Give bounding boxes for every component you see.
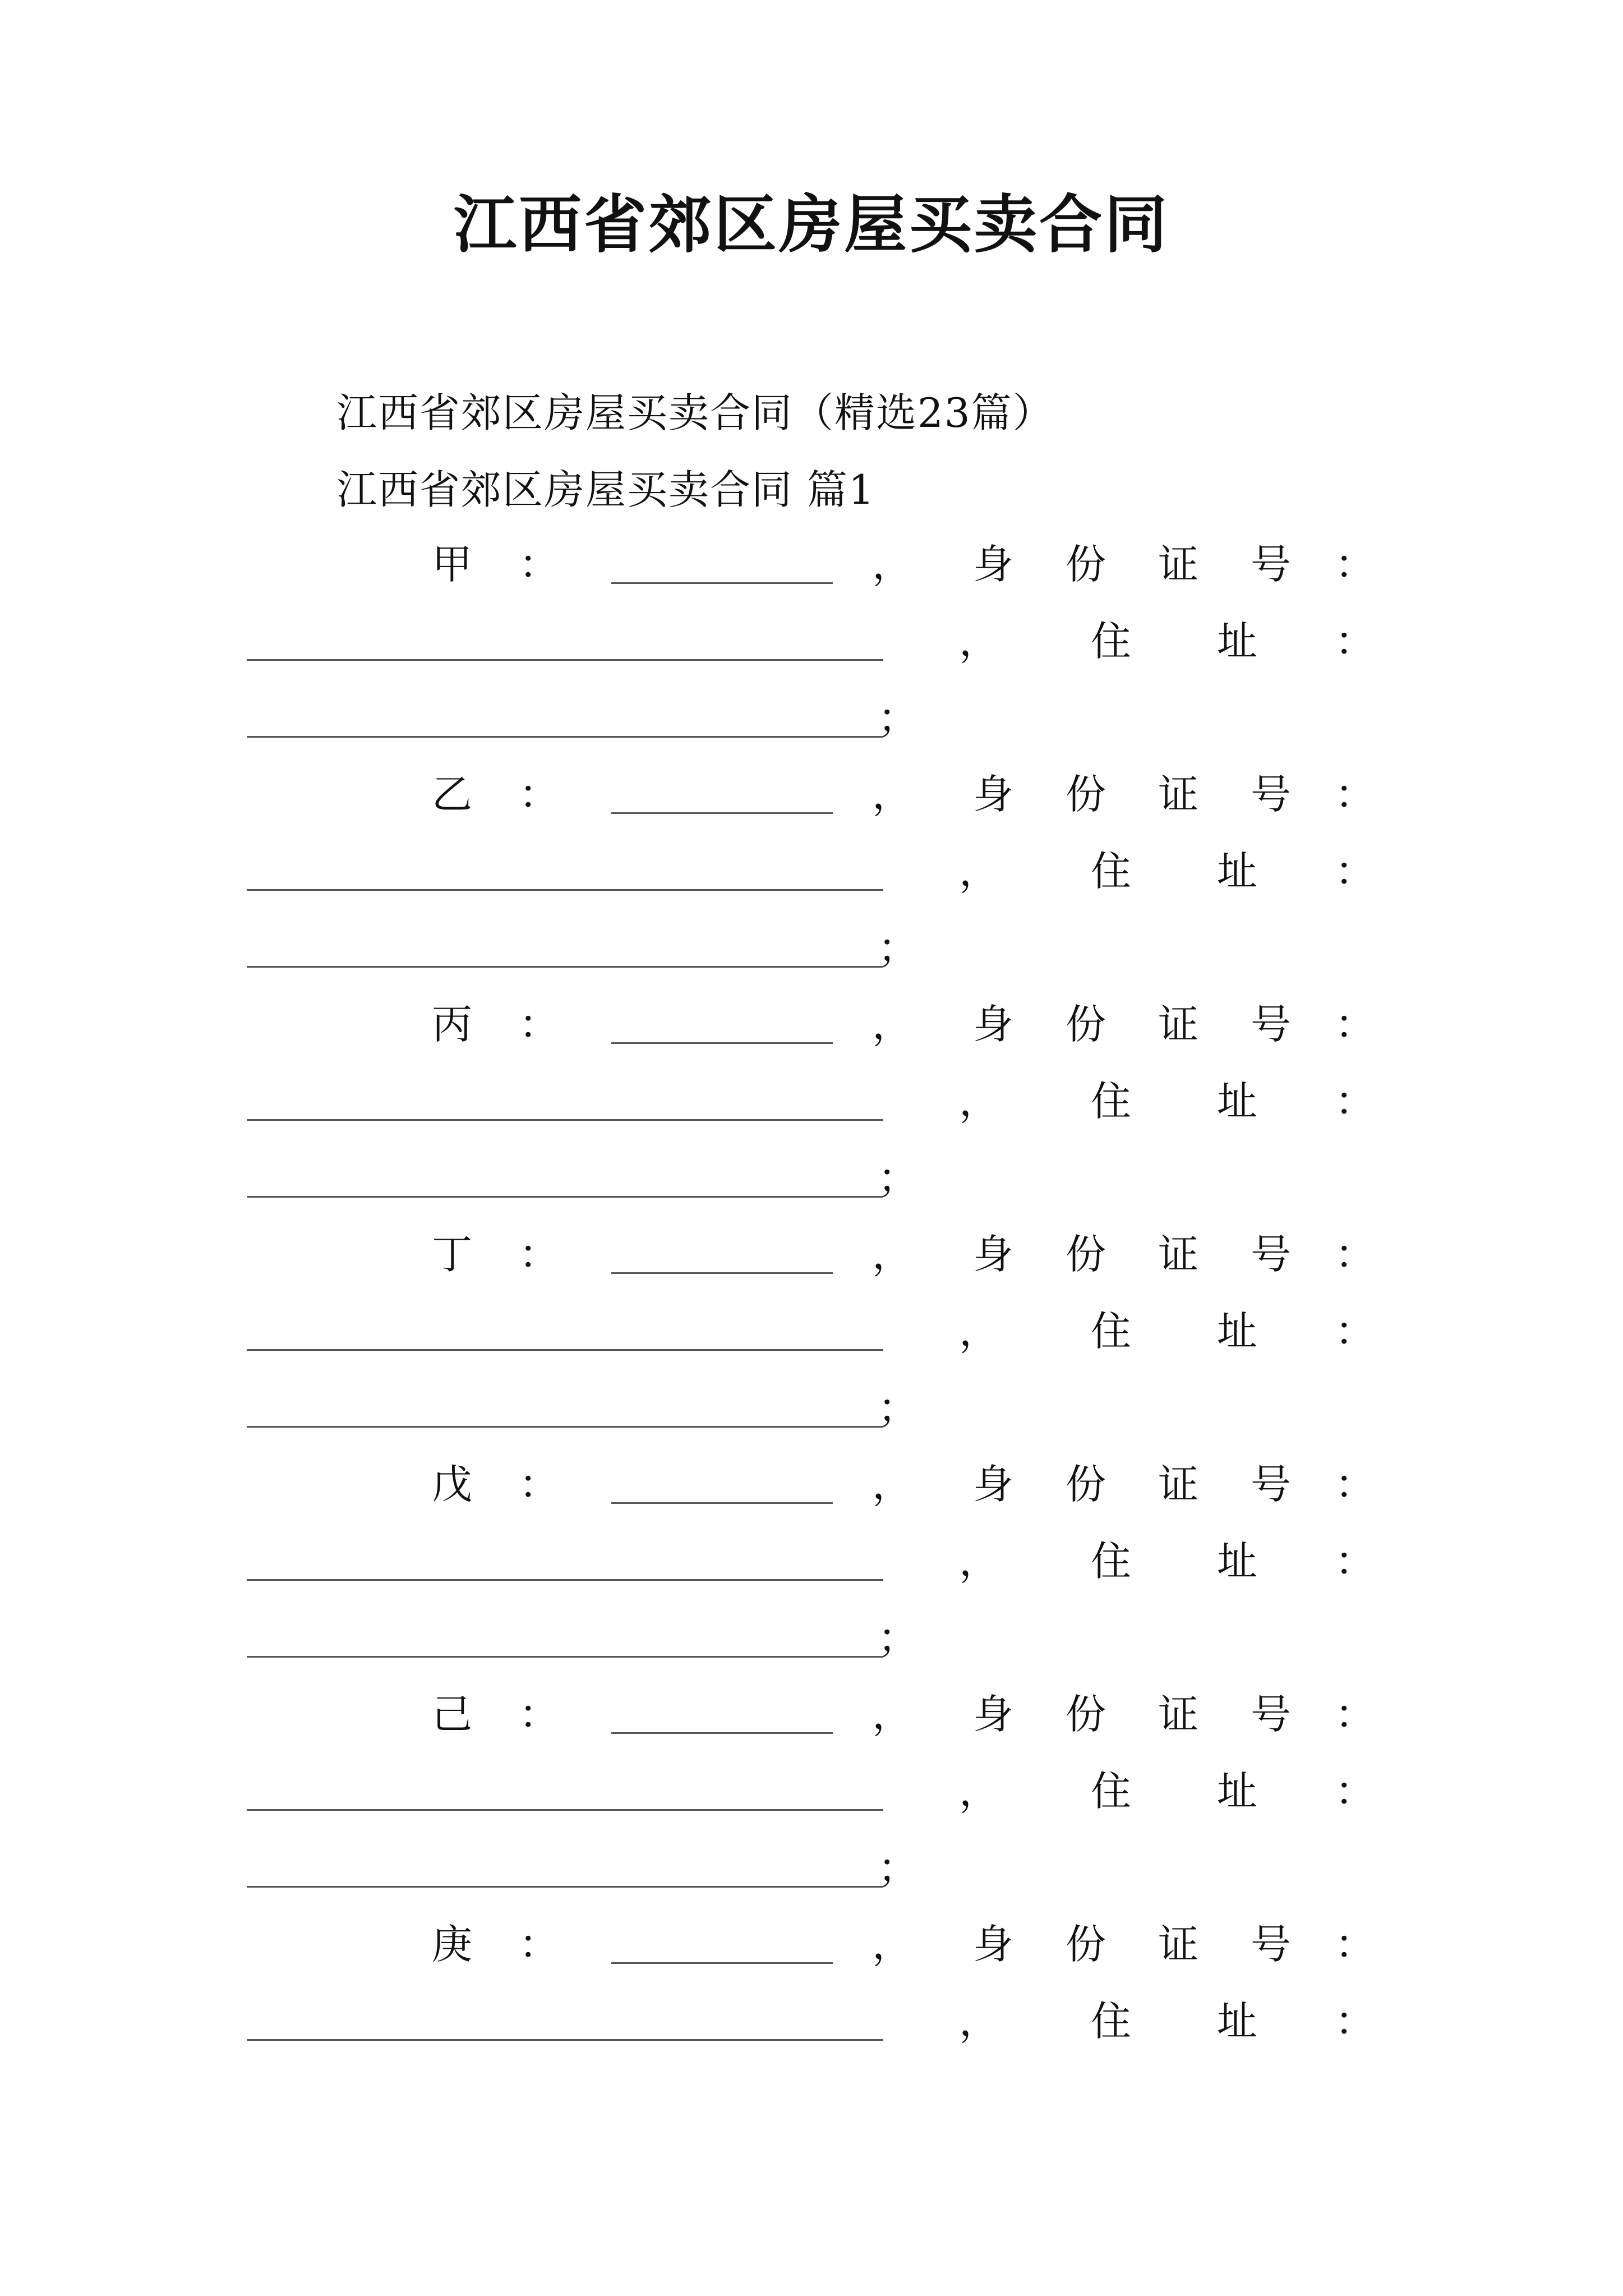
address-label-char: 址 [1217, 1538, 1258, 1585]
colon: ： [1335, 1538, 1376, 1585]
comma: ， [872, 1001, 913, 1048]
comma: ， [959, 1998, 1000, 2045]
id-label-char: 证 [1158, 1231, 1199, 1278]
party-name-blank[interactable] [611, 1272, 833, 1274]
id-label-char: 号 [1251, 541, 1292, 588]
id-label-char: 号 [1251, 1461, 1292, 1508]
comma: ， [872, 1461, 913, 1508]
id-label-char: 份 [1066, 1231, 1106, 1278]
address-label-char: 址 [1217, 618, 1258, 665]
address-label-char: 住 [1091, 1308, 1132, 1355]
party-name: 乙 [432, 771, 473, 818]
semicolon: ； [878, 1384, 919, 1432]
section-heading: 江西省郊区房屋买卖合同 篇1 [336, 466, 875, 513]
party-name-blank[interactable] [611, 1732, 833, 1734]
address-label-char: 址 [1217, 1768, 1258, 1815]
party-name: 戊 [432, 1461, 473, 1508]
party-block [0, 1001, 1623, 1234]
colon: ： [1335, 1001, 1376, 1048]
address-blank[interactable] [247, 1426, 883, 1428]
id-label-char: 份 [1066, 1461, 1106, 1508]
address-blank[interactable] [247, 736, 883, 738]
id-label-char: 份 [1066, 1921, 1106, 1968]
id-number-blank[interactable] [247, 659, 883, 661]
colon: ： [519, 1001, 560, 1048]
colon: ： [1335, 1308, 1376, 1355]
party-block [0, 1231, 1623, 1464]
id-label-char: 证 [1158, 1691, 1199, 1738]
comma: ， [872, 1921, 913, 1968]
address-label-char: 址 [1217, 1078, 1258, 1125]
document-subtitle: 江西省郊区房屋买卖合同（精选23篇） [336, 389, 1054, 436]
id-label-char: 身 [973, 1461, 1014, 1508]
colon: ： [1335, 1078, 1376, 1125]
colon: ： [1335, 771, 1376, 818]
id-label-char: 证 [1158, 1001, 1199, 1048]
id-label-char: 身 [973, 541, 1014, 588]
colon: ： [519, 1231, 560, 1278]
party-block [0, 1461, 1623, 1694]
address-label-char: 址 [1217, 1308, 1258, 1355]
address-label-char: 住 [1091, 1998, 1132, 2045]
party-name-blank[interactable] [611, 1962, 833, 1964]
semicolon: ； [878, 1154, 919, 1202]
colon: ： [519, 1921, 560, 1968]
id-label-char: 份 [1066, 1001, 1106, 1048]
colon: ： [1335, 1691, 1376, 1738]
party-name-blank[interactable] [611, 1042, 833, 1044]
colon: ： [1335, 1768, 1376, 1815]
colon: ： [519, 1461, 560, 1508]
id-number-blank[interactable] [247, 1809, 883, 1811]
party-name: 己 [432, 1691, 473, 1738]
address-label-char: 住 [1091, 1078, 1132, 1125]
semicolon: ； [878, 924, 919, 972]
address-blank[interactable] [247, 1656, 883, 1658]
address-blank[interactable] [247, 966, 883, 968]
id-number-blank[interactable] [247, 2039, 883, 2041]
comma: ， [959, 1078, 1000, 1125]
address-label-char: 址 [1217, 1998, 1258, 2045]
comma: ， [959, 848, 1000, 895]
party-name: 丙 [432, 1001, 473, 1048]
id-number-blank[interactable] [247, 889, 883, 891]
party-block [0, 541, 1623, 774]
colon: ： [1335, 541, 1376, 588]
id-label-char: 号 [1251, 1001, 1292, 1048]
id-label-char: 身 [973, 1001, 1014, 1048]
colon: ： [1335, 848, 1376, 895]
comma: ， [959, 1308, 1000, 1355]
id-label-char: 份 [1066, 771, 1106, 818]
party-name-blank[interactable] [611, 812, 833, 814]
party-name: 庚 [432, 1921, 473, 1968]
colon: ： [519, 1691, 560, 1738]
id-label-char: 证 [1158, 1461, 1199, 1508]
document-title: 江西省郊区房屋买卖合同 [454, 188, 1169, 261]
comma: ， [959, 1768, 1000, 1815]
comma: ， [959, 1538, 1000, 1585]
id-label-char: 号 [1251, 1921, 1292, 1968]
address-label-char: 住 [1091, 618, 1132, 665]
id-label-char: 身 [973, 771, 1014, 818]
id-label-char: 份 [1066, 541, 1106, 588]
comma: ， [872, 1231, 913, 1278]
party-block [0, 1691, 1623, 1924]
party-name: 丁 [432, 1231, 473, 1278]
semicolon: ； [878, 694, 919, 742]
address-label-char: 住 [1091, 848, 1132, 895]
party-block [0, 771, 1623, 1004]
address-label-char: 址 [1217, 848, 1258, 895]
comma: ， [872, 541, 913, 588]
comma: ， [872, 1691, 913, 1738]
semicolon: ； [878, 1844, 919, 1892]
semicolon: ； [878, 1614, 919, 1662]
address-blank[interactable] [247, 1196, 883, 1198]
id-label-char: 号 [1251, 1691, 1292, 1738]
party-name: 甲 [432, 541, 473, 588]
colon: ： [519, 541, 560, 588]
id-label-char: 身 [973, 1691, 1014, 1738]
comma: ， [872, 771, 913, 818]
party-name-blank[interactable] [611, 1502, 833, 1504]
id-label-char: 身 [973, 1921, 1014, 1968]
colon: ： [1335, 1921, 1376, 1968]
id-label-char: 份 [1066, 1691, 1106, 1738]
id-number-blank[interactable] [247, 1349, 883, 1351]
colon: ： [1335, 1231, 1376, 1278]
id-label-char: 号 [1251, 1231, 1292, 1278]
id-label-char: 号 [1251, 771, 1292, 818]
party-name-blank[interactable] [611, 582, 833, 584]
colon: ： [1335, 1998, 1376, 2045]
id-label-char: 证 [1158, 1921, 1199, 1968]
address-label-char: 住 [1091, 1768, 1132, 1815]
id-label-char: 身 [973, 1231, 1014, 1278]
address-label-char: 住 [1091, 1538, 1132, 1585]
id-label-char: 证 [1158, 541, 1199, 588]
colon: ： [519, 771, 560, 818]
id-number-blank[interactable] [247, 1579, 883, 1581]
id-label-char: 证 [1158, 771, 1199, 818]
comma: ， [959, 618, 1000, 665]
id-number-blank[interactable] [247, 1119, 883, 1121]
party-block [0, 1921, 1623, 2154]
colon: ： [1335, 618, 1376, 665]
colon: ： [1335, 1461, 1376, 1508]
address-blank[interactable] [247, 1886, 883, 1888]
